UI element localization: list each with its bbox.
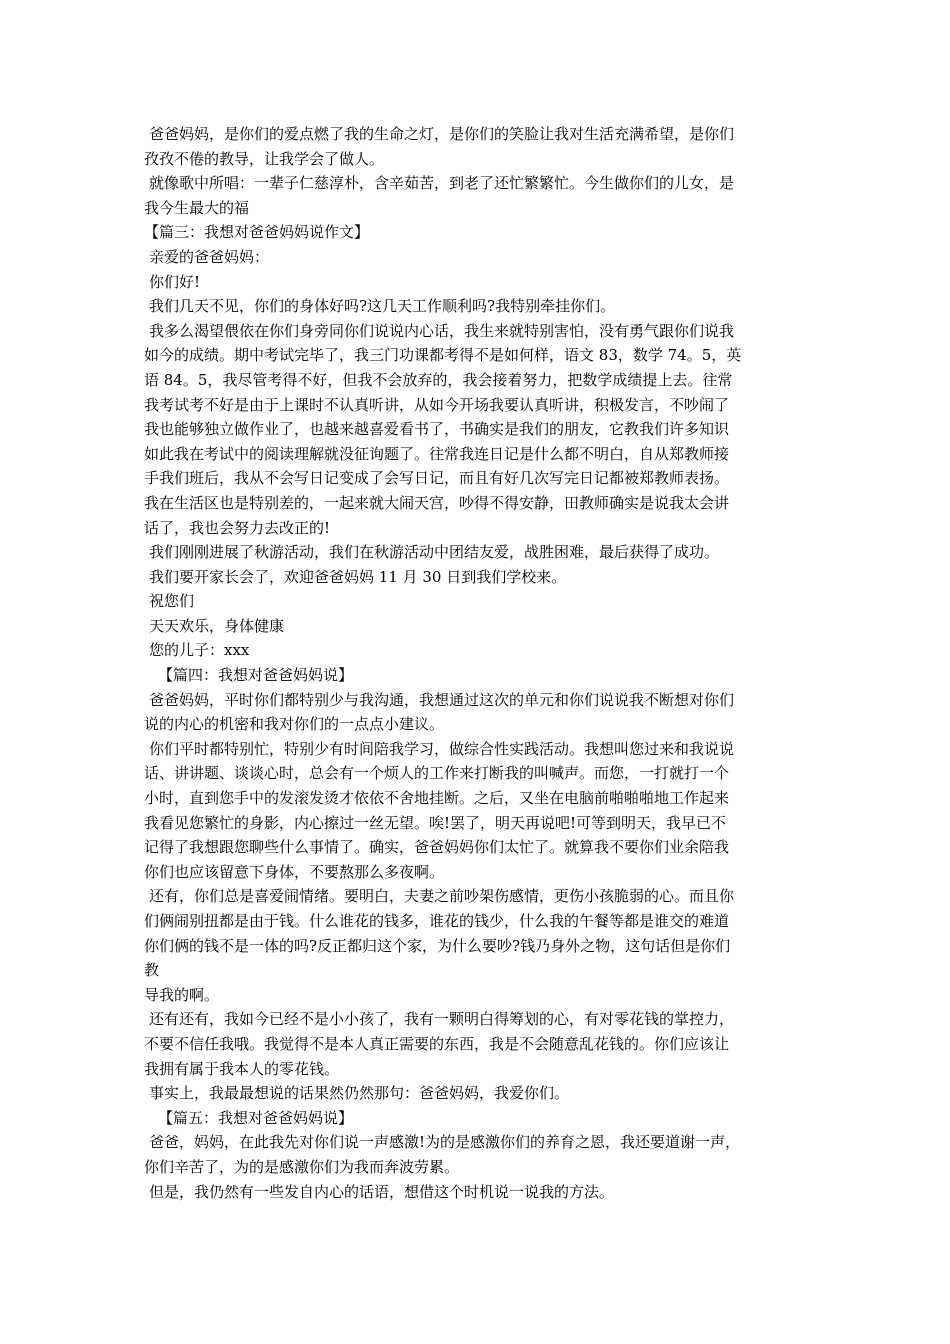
text-line: 亲爱的爸爸妈妈： — [149, 247, 270, 266]
text-line: 导我的啊。 — [144, 985, 220, 1004]
text-line: 您的儿子：xxx — [149, 641, 250, 660]
text-line: 天天欢乐，身体健康 — [149, 616, 285, 635]
section-heading: 【篇三：我想对爸爸妈妈说作文】 — [144, 223, 370, 242]
text-line: 爸爸妈妈，平时你们都特别少与我沟通，我想通过这次的单元和你们说说我不断想对你们 — [149, 690, 735, 709]
text-line: 你们平时都特别忙，特别少有时间陪我学习，做综合性实践活动。我想叫您过来和我说说 — [149, 739, 735, 758]
text-line: 语 84。5，我尽管考得不好，但我不会放弃的，我会接着努力，把数学成绩提上去。往常 — [144, 370, 733, 389]
text-line: 我今生最大的福 — [144, 198, 250, 217]
text-line: 教 — [144, 961, 160, 980]
text-line: 如此我在考试中的阅读理解就没征询题了。往常我连日记是什么都不明白，自从郑教师接 — [144, 444, 730, 463]
text-line: 们俩闹别扭都是由于钱。什么谁花的钱多，谁花的钱少，什么我的午餐等都是谁交的难道 — [144, 912, 730, 930]
text-line: 但是，我仍然有一些发自内心的话语，想借这个时机说一说我的方法。 — [149, 1182, 615, 1201]
text-line: 说的内心的机密和我对你们的一点点小建议。 — [144, 715, 445, 734]
document-body — [144, 122, 812, 1204]
text-line: 话、讲讲题、谈谈心时，总会有一个烦人的工作来打断我的叫喊声。而您，一打就打一个 — [144, 764, 730, 783]
text-line: 记得了我想跟您聊些什么事情了。确实，爸爸妈妈你们太忙了。就算我不要你们业余陪我 — [144, 838, 730, 857]
text-line: 你们辛苦了，为的是感激你们为我而奔波劳累。 — [144, 1157, 460, 1176]
text-line: 我们几天不见，你们的身体好吗?这几天工作顺利吗?我特别牵挂你们。 — [149, 297, 616, 316]
section-heading: 【篇四：我想对爸爸妈妈说】 — [158, 666, 354, 685]
text-line: 就像歌中所唱：一辈子仁慈淳朴，含辛茹苦，到老了还忙繁繁忙。今生做你们的儿女，是 — [149, 174, 735, 193]
text-line: 如今的成绩。期中考试完毕了，我三门功课都考得不是如何样，语文 83，数学 74。5，英 — [144, 346, 742, 365]
text-line: 我们刚刚进展了秋游活动，我们在秋游活动中团结友爱，战胜困难，最后获得了成功。 — [149, 543, 720, 562]
text-line: 小时，直到您手中的发滚发烫才依依不舍地挂断。之后，又坐在电脑前啪啪啪地工作起来 — [144, 789, 730, 808]
text-line: 祝您们 — [149, 592, 195, 611]
text-line: 我考试考不好是由于上课时不认真听讲，从如今开场我要认真听讲，积极发言，不吵闹了 — [144, 395, 730, 414]
text-line: 还有，你们总是喜爱闹情绪。要明白，夫妻之前吵架伤感情，更伤小孩脆弱的心。而且你 — [149, 887, 735, 906]
text-line: 你们好! — [149, 272, 201, 291]
text-line: 孜孜不倦的教导，让我学会了做人。 — [144, 149, 385, 168]
text-line: 我们要开家长会了，欢迎爸爸妈妈 11 月 30 日到我们学校来。 — [149, 567, 567, 586]
text-line: 你们也应该留意下身体，不要熬那么多夜啊。 — [144, 862, 445, 881]
text-line: 手我们班后，我从不会写日记变成了会写日记，而且有好几次写完日记都被郑教师表扬。 — [144, 469, 730, 488]
text-line: 爸爸妈妈，是你们的爱点燃了我的生命之灯，是你们的笑脸让我对生活充满希望，是你们 — [149, 125, 735, 143]
text-line: 你们俩的钱不是一体的吗?反正都归这个家，为什么要吵?钱乃身外之物，这句话但是你们 — [144, 936, 731, 955]
text-line: 事实上，我最最想说的话果然仍然那句：爸爸妈妈，我爱你们。 — [149, 1084, 570, 1103]
text-line: 我在生活区也是特别差的，一起来就大闹天宫，吵得不得安静，田教师确实是说我太会讲 — [144, 493, 730, 512]
text-line: 我拥有属于我本人的零花钱。 — [144, 1059, 340, 1078]
text-line: 爸爸，妈妈，在此我先对你们说一声感激!为的是感激你们的养育之恩，我还要道谢一声， — [149, 1133, 741, 1152]
text-line: 不要不信任我哦。我觉得不是本人真正需要的东西，我是不会随意乱花钱的。你们应该让 — [144, 1034, 730, 1053]
text-line: 话了，我也会努力去改正的! — [144, 518, 331, 537]
text-line: 我也能够独立做作业了，也越来越喜爱看书了，书确实是我们的朋友，它教我们许多知识 — [144, 420, 730, 439]
text-line: 我看见您繁忙的身影，内心擦过一丝无望。唉!罢了，明天再说吧!可等到明天，我早已不 — [144, 813, 727, 832]
text-line: 还有还有，我如今已经不是小小孩了，我有一颗明白得筹划的心，有对零花钱的掌控力， — [149, 1010, 735, 1029]
section-heading: 【篇五：我想对爸爸妈妈说】 — [158, 1108, 354, 1127]
text-line: 我多么渴望偎依在你们身旁同你们说说内心话，我生来就特别害怕，没有勇气跟你们说我 — [149, 321, 735, 340]
